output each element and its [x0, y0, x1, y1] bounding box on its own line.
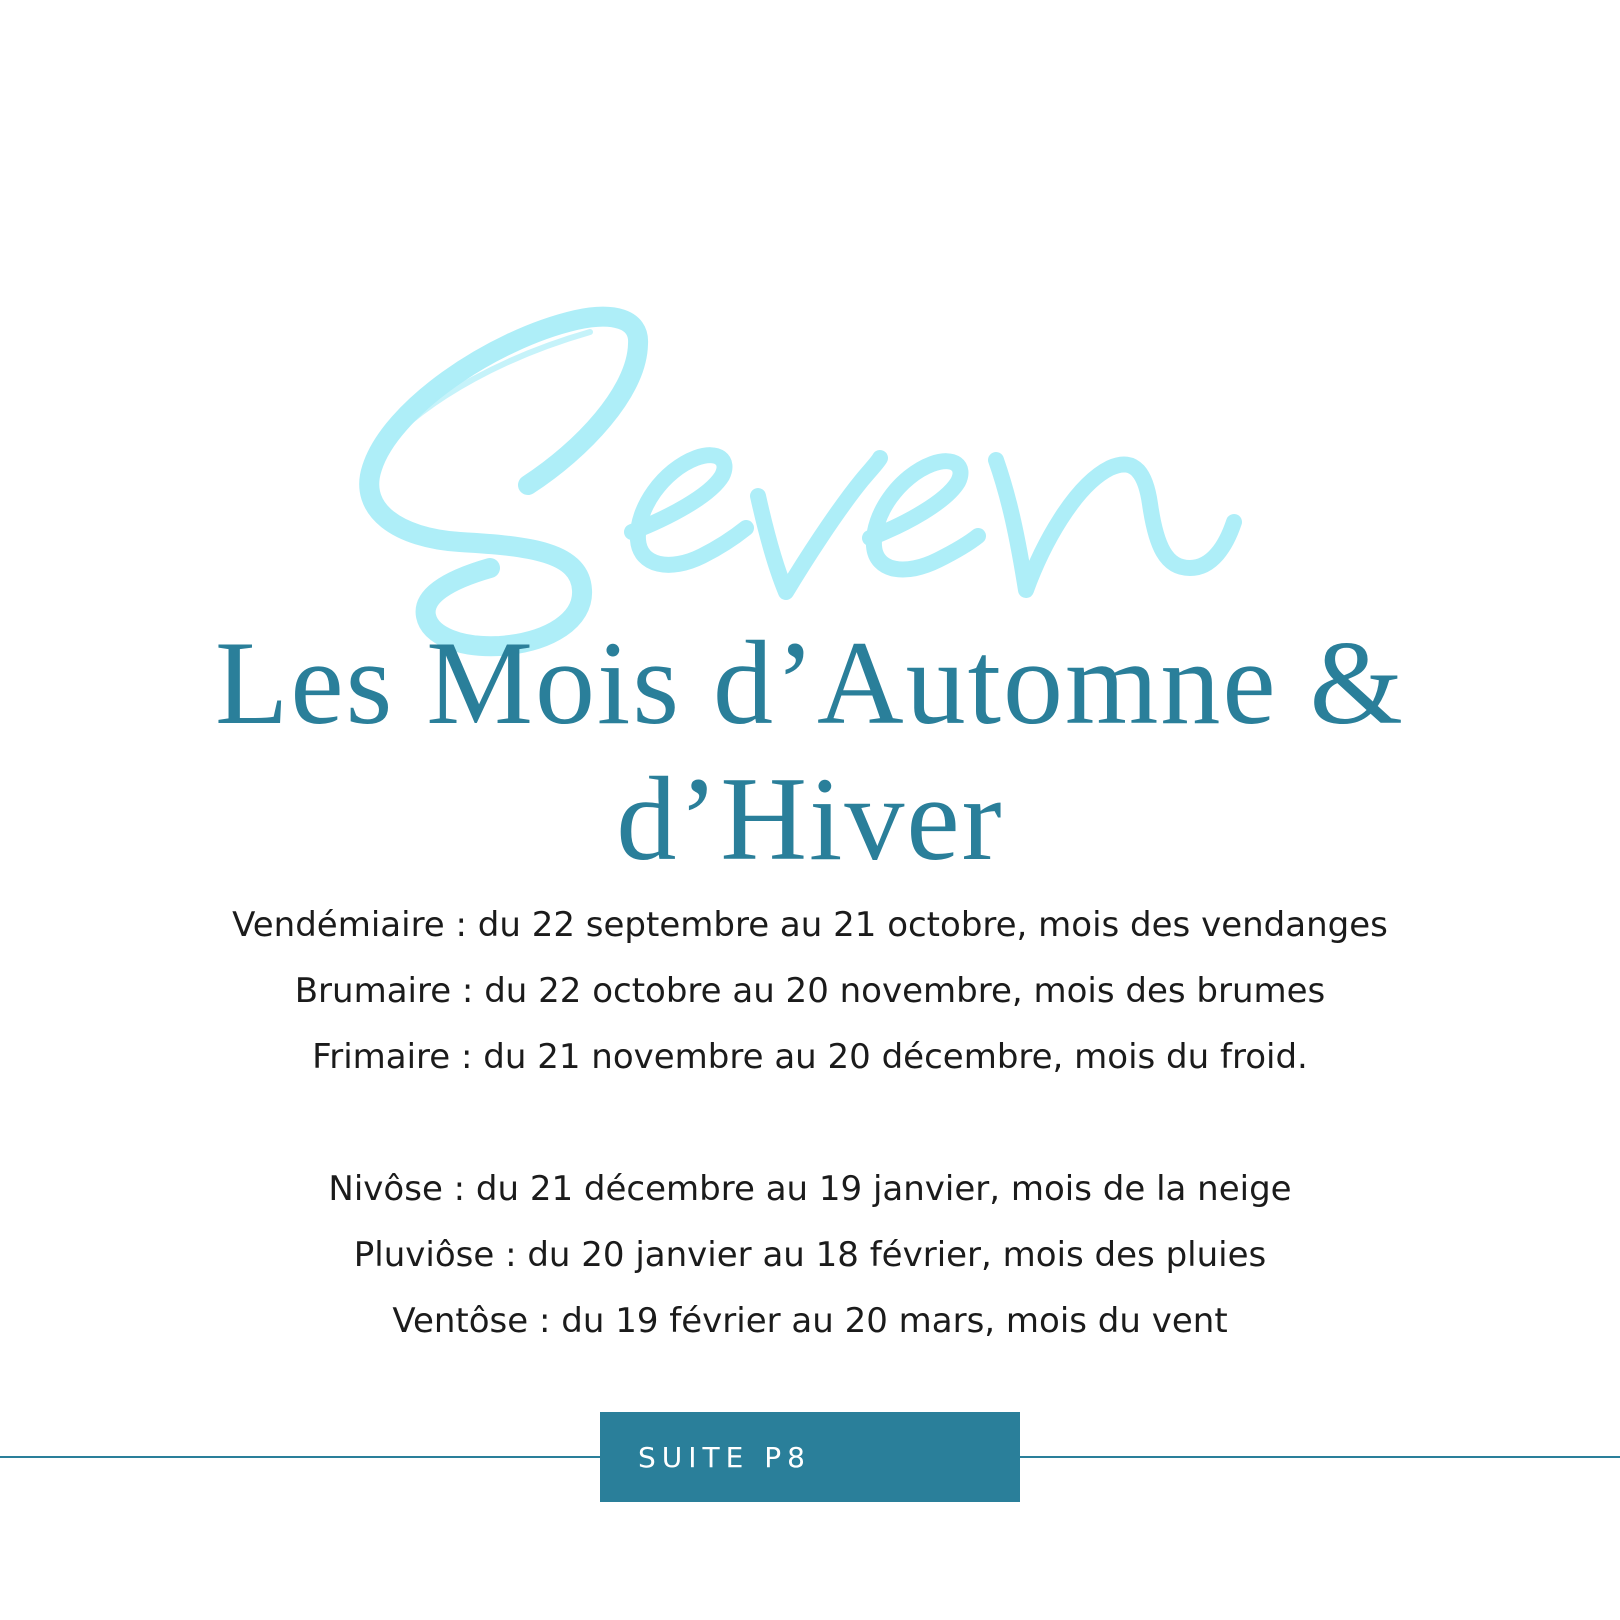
- months-list: [0, 892, 1620, 1354]
- section-spacer: [0, 1090, 1620, 1156]
- footer-rule-right: [1020, 1456, 1620, 1458]
- month-line-pluviose: Pluviôse : du 20 janvier au 18 février, mois des pluies: [353, 1235, 1267, 1275]
- month-line-vendemiaire: Vendémiaire : du 22 septembre au 21 octobre, mois des vendanges: [232, 905, 1388, 945]
- title-line-2: d’Hiver: [616, 752, 1004, 885]
- month-line-frimaire: Frimaire : du 21 novembre au 20 décembre, mois du froid.: [312, 1037, 1308, 1077]
- month-line-brumaire: Brumaire : du 22 octobre au 20 novembre, mois des brumes: [294, 971, 1326, 1011]
- seven-script-word: [350, 300, 1300, 660]
- month-line-nivose: Nivôse : du 21 décembre au 19 janvier, mois de la neige: [328, 1169, 1292, 1209]
- page-title: [0, 615, 1620, 887]
- footer-rule-left: [0, 1456, 600, 1458]
- continue-badge-label: SUITE P8: [638, 1440, 811, 1474]
- title-line-1: Les Mois d’Automne &: [215, 616, 1405, 749]
- continue-badge: [600, 1412, 1020, 1502]
- month-line-ventose: Ventôse : du 19 février au 20 mars, mois du vent: [392, 1301, 1228, 1341]
